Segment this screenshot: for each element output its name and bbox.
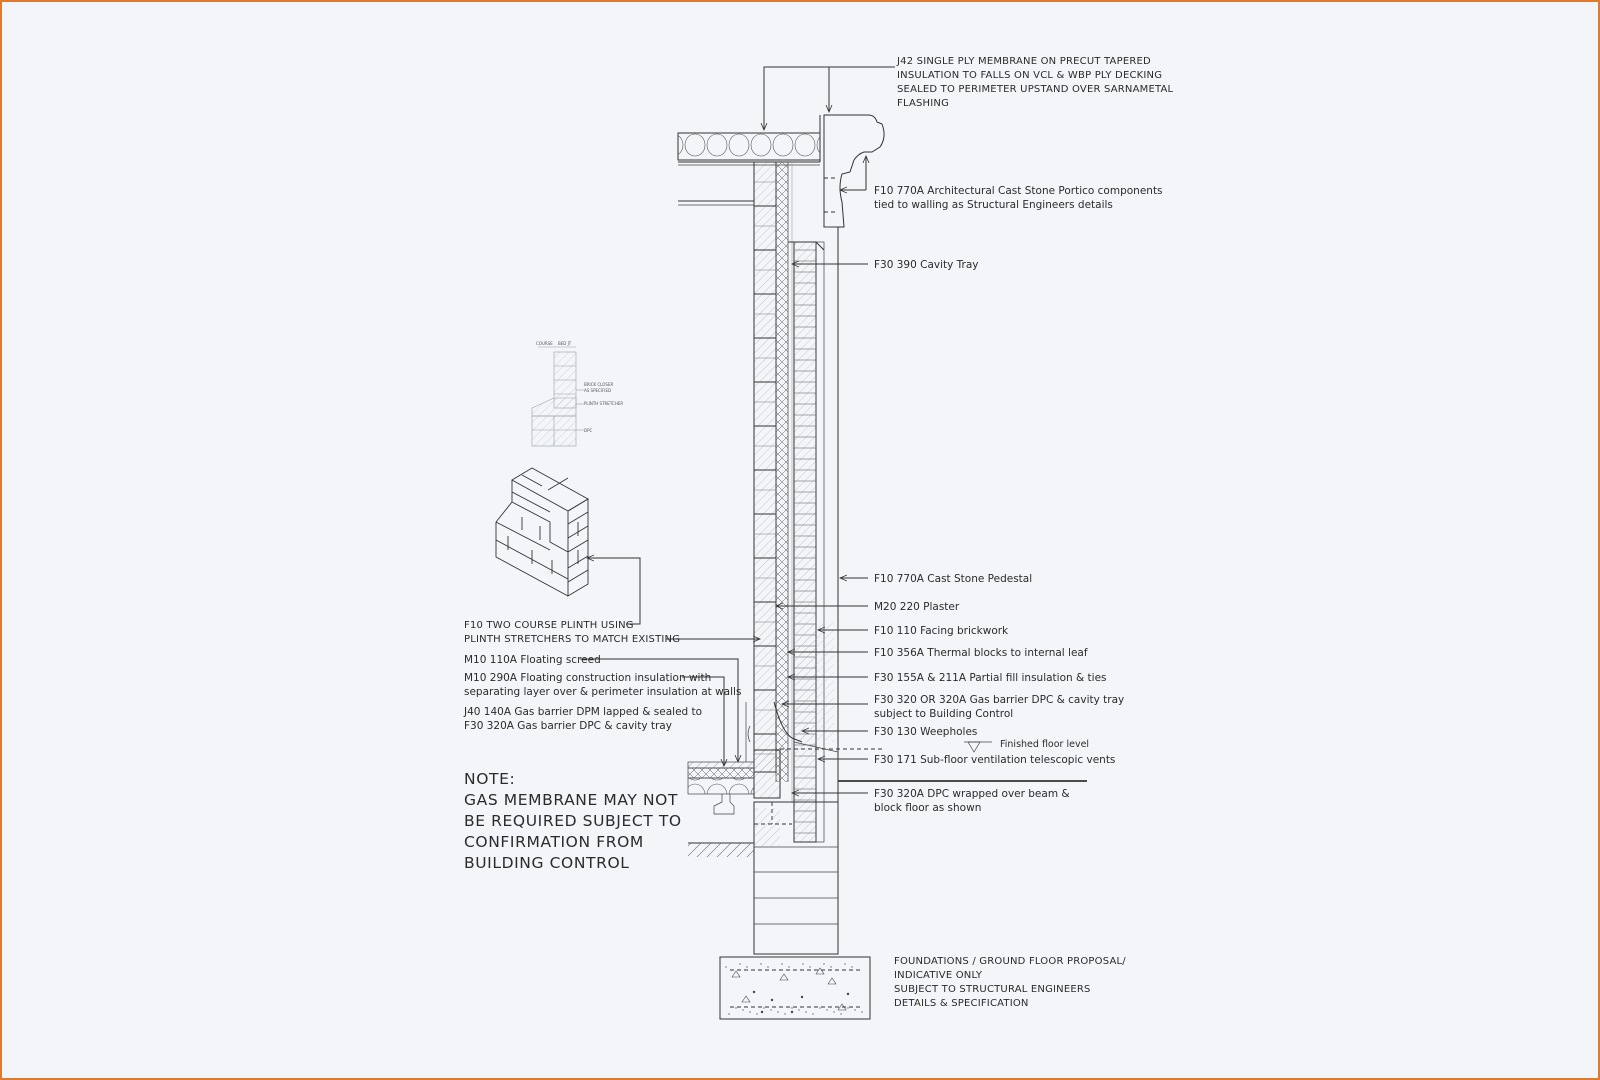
svg-text:separating layer over & perime: separating layer over & perimeter insulation at walls: [464, 686, 742, 698]
svg-text:F30 320A Gas barrier DPC & c: F30 320A Gas barrier DPC & cavity tray: [464, 720, 672, 732]
detail-tag-bed-jt: BED JT: [558, 341, 572, 346]
svg-text:PLINTH STRETCHERS TO MATCH EXI: PLINTH STRETCHERS TO MATCH EXISTING: [464, 634, 681, 645]
floor-insulation-label: [464, 672, 741, 698]
svg-text:F30 320A DPC wrapped over be: F30 320A DPC wrapped over beam &: [874, 788, 1070, 800]
plaster-label: M20 220 Plaster: [874, 601, 960, 613]
detail-tag-as-specified: AS SPECIFIED: [584, 388, 612, 393]
concrete-foundation: [720, 957, 870, 1019]
svg-text:F30 320 OR 320A Gas barrie: F30 320 OR 320A Gas barrier DPC & cavity tray: [874, 694, 1125, 706]
svg-text:F10 770A Architectural Cast S: F10 770A Architectural Cast Stone Portico components: [874, 185, 1163, 197]
svg-text:subject to Building Control: subject to Building Control: [874, 708, 1014, 720]
svg-text:F10 TWO COURSE PLINTH USING: F10 TWO COURSE PLINTH USING: [464, 620, 634, 631]
detail-tag-plinth-stretcher: PLINTH STRETCHER: [584, 401, 624, 406]
gas-membrane-note: [464, 770, 682, 872]
dpc-beam-label: [874, 788, 1070, 814]
plinth-detail-small: [532, 341, 623, 446]
detail-tag-dpc: DPC: [584, 428, 593, 433]
svg-text:BE REQUIRED SUBJECT TO: BE REQUIRED SUBJECT TO: [464, 812, 682, 830]
pedestal-lower: [794, 622, 838, 752]
svg-text:FLASHING: FLASHING: [897, 98, 950, 109]
svg-text:BUILDING CONTROL: BUILDING CONTROL: [464, 854, 630, 872]
weepholes-label: F30 130 Weepholes: [874, 726, 978, 738]
portico-label: [874, 185, 1163, 211]
pedestal-label: F10 770A Cast Stone Pedestal: [874, 573, 1033, 585]
svg-text:NOTE:: NOTE:: [464, 770, 516, 788]
svg-text:SUBJECT TO STRUCTURAL ENGINEER: SUBJECT TO STRUCTURAL ENGINEERS: [894, 984, 1091, 995]
ground-earth: [688, 843, 754, 857]
svg-text:tied to walling as Structural: tied to walling as Structural Engineers details: [874, 199, 1113, 211]
svg-text:FOUNDATIONS / GROUND FLOOR PRO: FOUNDATIONS / GROUND FLOOR PROPOSAL/: [894, 956, 1126, 967]
dpc-label: [874, 694, 1124, 720]
svg-text:J40 140A Gas barrier DPM lap: J40 140A Gas barrier DPM lapped & sealed to: [464, 706, 703, 718]
facing-brick-label: F10 110 Facing brickwork: [874, 625, 1009, 637]
plinth-label: [464, 620, 680, 645]
svg-text:GAS MEMBRANE MAY NOT: GAS MEMBRANE MAY NOT: [464, 791, 679, 809]
wall-section-drawing: [2, 2, 1598, 1078]
svg-text:J42 SINGLE PLY MEMBRANE ON PRE: J42 SINGLE PLY MEMBRANE ON PRECUT TAPERED: [897, 56, 1151, 67]
roof-label: [896, 56, 1174, 109]
svg-text:M10 290A Floating constructi: M10 290A Floating construction insulation with: [464, 672, 712, 684]
roof-deck: [678, 115, 824, 205]
svg-text:DETAILS & SPECIFICATION: DETAILS & SPECIFICATION: [894, 998, 1029, 1009]
outer-leaf-facing-brick: [788, 242, 824, 842]
foundations-label: [894, 956, 1126, 1009]
cavity-tray-label: F30 390 Cavity Tray: [874, 259, 979, 271]
detail-tag-brick-closer: BRICK CLOSER: [584, 382, 614, 387]
ffl-label: Finished floor level: [1000, 739, 1090, 750]
screed-label: M10 110A Floating screed: [464, 654, 601, 666]
ventilation-label: F30 171 Sub-floor ventilation telescopic vents: [874, 754, 1116, 766]
svg-text:INDICATIVE ONLY: INDICATIVE ONLY: [894, 970, 983, 981]
cavity-insulation: [776, 162, 792, 802]
thermal-blocks-label: F10 356A Thermal blocks to internal leaf: [874, 647, 1088, 659]
svg-text:block floor as shown: block floor as shown: [874, 802, 982, 814]
svg-text:CONFIRMATION FROM: CONFIRMATION FROM: [464, 833, 644, 851]
plinth-isometric: [496, 468, 588, 596]
gas-barrier-label: [463, 706, 702, 732]
svg-text:SEALED TO PERIMETER UPSTAND OV: SEALED TO PERIMETER UPSTAND OVER SARNAMETAL: [897, 84, 1174, 95]
svg-text:INSULATION TO FALLS ON VCL & W: INSULATION TO FALLS ON VCL & WBP PLY DECKING: [897, 70, 1163, 81]
detail-tag-course: COURSE: [536, 341, 553, 346]
inner-leaf-blockwork: [754, 162, 776, 772]
partial-fill-label: F30 155A & 211A Partial fill insulation & ties: [874, 672, 1107, 684]
